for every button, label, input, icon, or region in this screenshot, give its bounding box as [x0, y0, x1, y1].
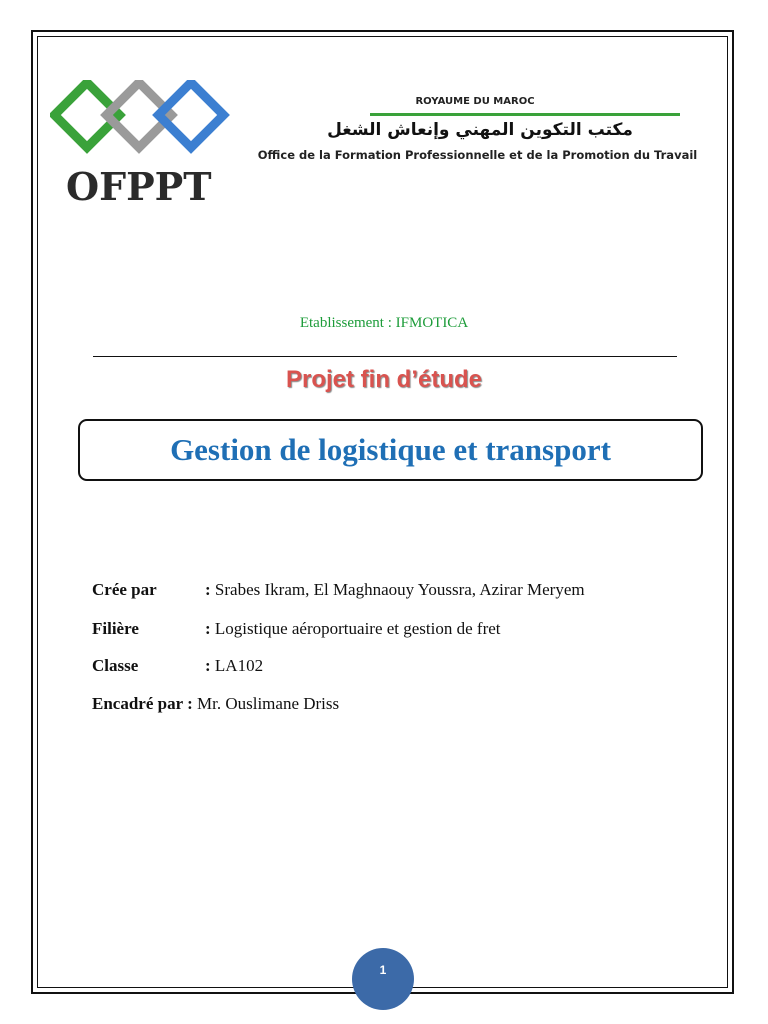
header-kingdom: ROYAUME DU MAROC: [415, 96, 535, 107]
document-title: Gestion de logistique et transport: [170, 432, 611, 467]
header-arabic-name: مكتب التكوين المهني وإنعاش الشغل: [327, 120, 633, 140]
header-divider: [370, 113, 680, 116]
info-label-filiere: Filière: [92, 619, 139, 638]
info-value-cree: Srabes Ikram, El Maghnaouy Youssra, Azirar Meryem: [214, 580, 585, 599]
info-label-encadre: Encadré par :: [92, 694, 193, 713]
info-row-classe: [92, 656, 263, 676]
etablissement: Etablissement : IFMOTICA: [299, 315, 469, 331]
info-row-filiere: [92, 619, 501, 639]
info-colon: :: [205, 580, 215, 599]
info-value-filiere: Logistique aéroportuaire et gestion de fret: [214, 619, 501, 638]
info-row-encadre: [92, 694, 339, 714]
info-colon: :: [205, 619, 215, 638]
info-label-classe: Classe: [92, 656, 139, 675]
title-box: [78, 419, 703, 481]
projet-heading: Projet fin d’étude: [285, 366, 482, 393]
info-label-cree: Crée par: [92, 580, 157, 599]
info-value-classe: LA102: [214, 656, 264, 675]
ofppt-logo-text: OFPPT: [66, 164, 212, 209]
header-office-name: Office de la Formation Professionnelle et de la Promotion du Travail: [257, 148, 698, 162]
info-value-encadre: Mr. Ouslimane Driss: [197, 694, 340, 713]
page-number-badge: 1: [352, 948, 414, 1010]
info-row-cree: [92, 580, 585, 600]
horizontal-rule: [93, 356, 677, 357]
info-colon: :: [205, 656, 215, 675]
